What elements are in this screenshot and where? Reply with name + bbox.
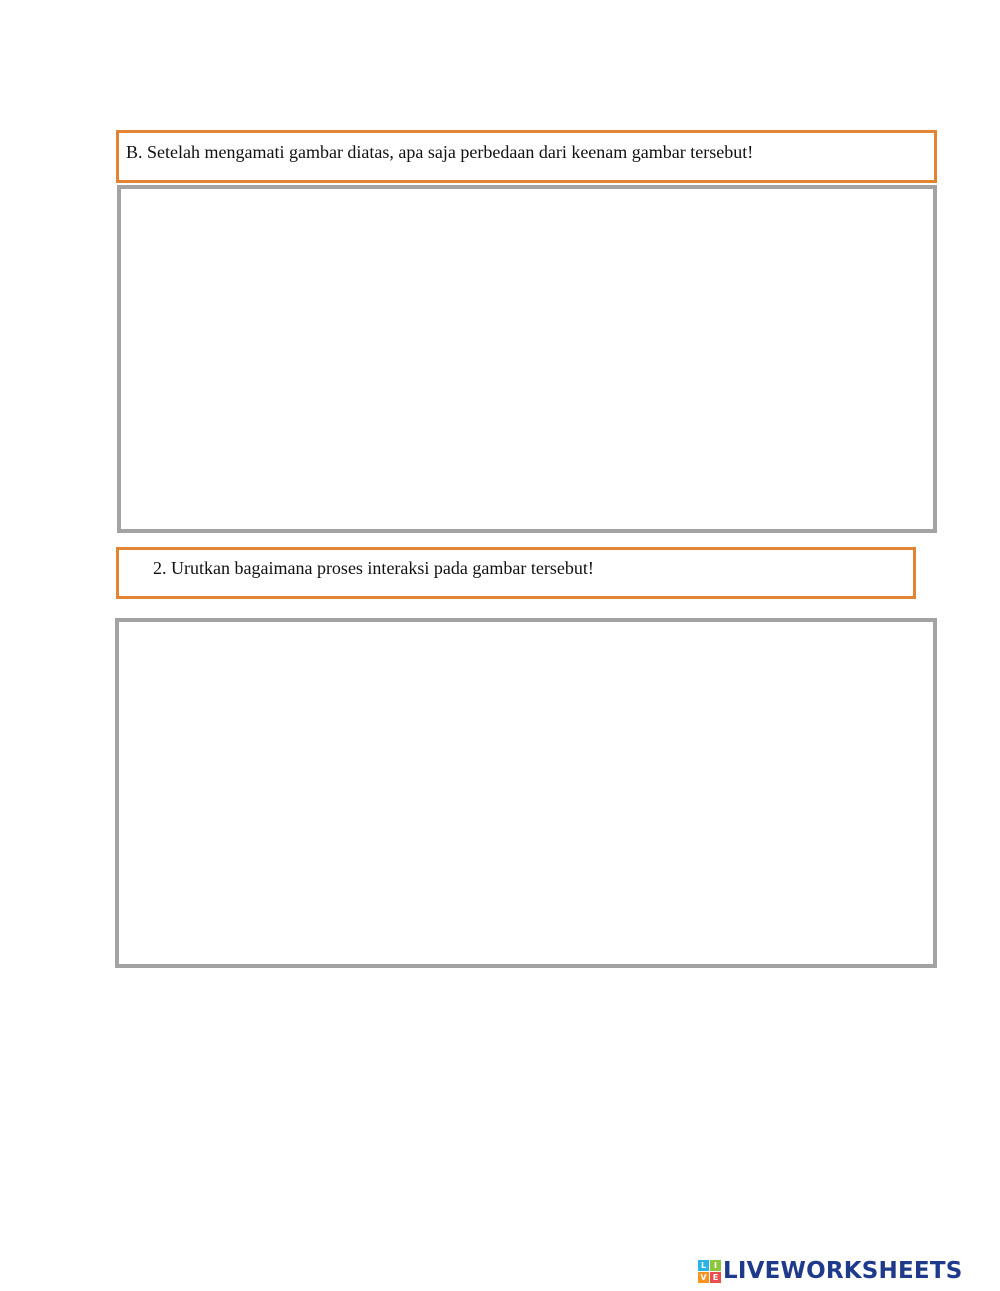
- question-2-box: [116, 547, 916, 599]
- question-1-text: B. Setelah mengamati gambar diatas, apa saja perbedaan dari keenam gambar tersebut!: [126, 142, 754, 162]
- logo-letter-l: L: [698, 1260, 709, 1271]
- logo-letter-v: V: [698, 1272, 709, 1283]
- liveworksheets-wordmark: LIVEWORKSHEETS: [723, 1258, 963, 1284]
- logo-letter-i: I: [710, 1260, 721, 1271]
- liveworksheets-logo: [698, 1257, 962, 1285]
- logo-letter-e: E: [710, 1272, 721, 1283]
- liveworksheets-logo-icon: [698, 1260, 721, 1283]
- answer-2-box[interactable]: [115, 618, 937, 968]
- answer-1-box[interactable]: [117, 185, 937, 533]
- question-1-box: [116, 130, 937, 183]
- question-2-text: 2. Urutkan bagaimana proses interaksi pada gambar tersebut!: [153, 558, 594, 578]
